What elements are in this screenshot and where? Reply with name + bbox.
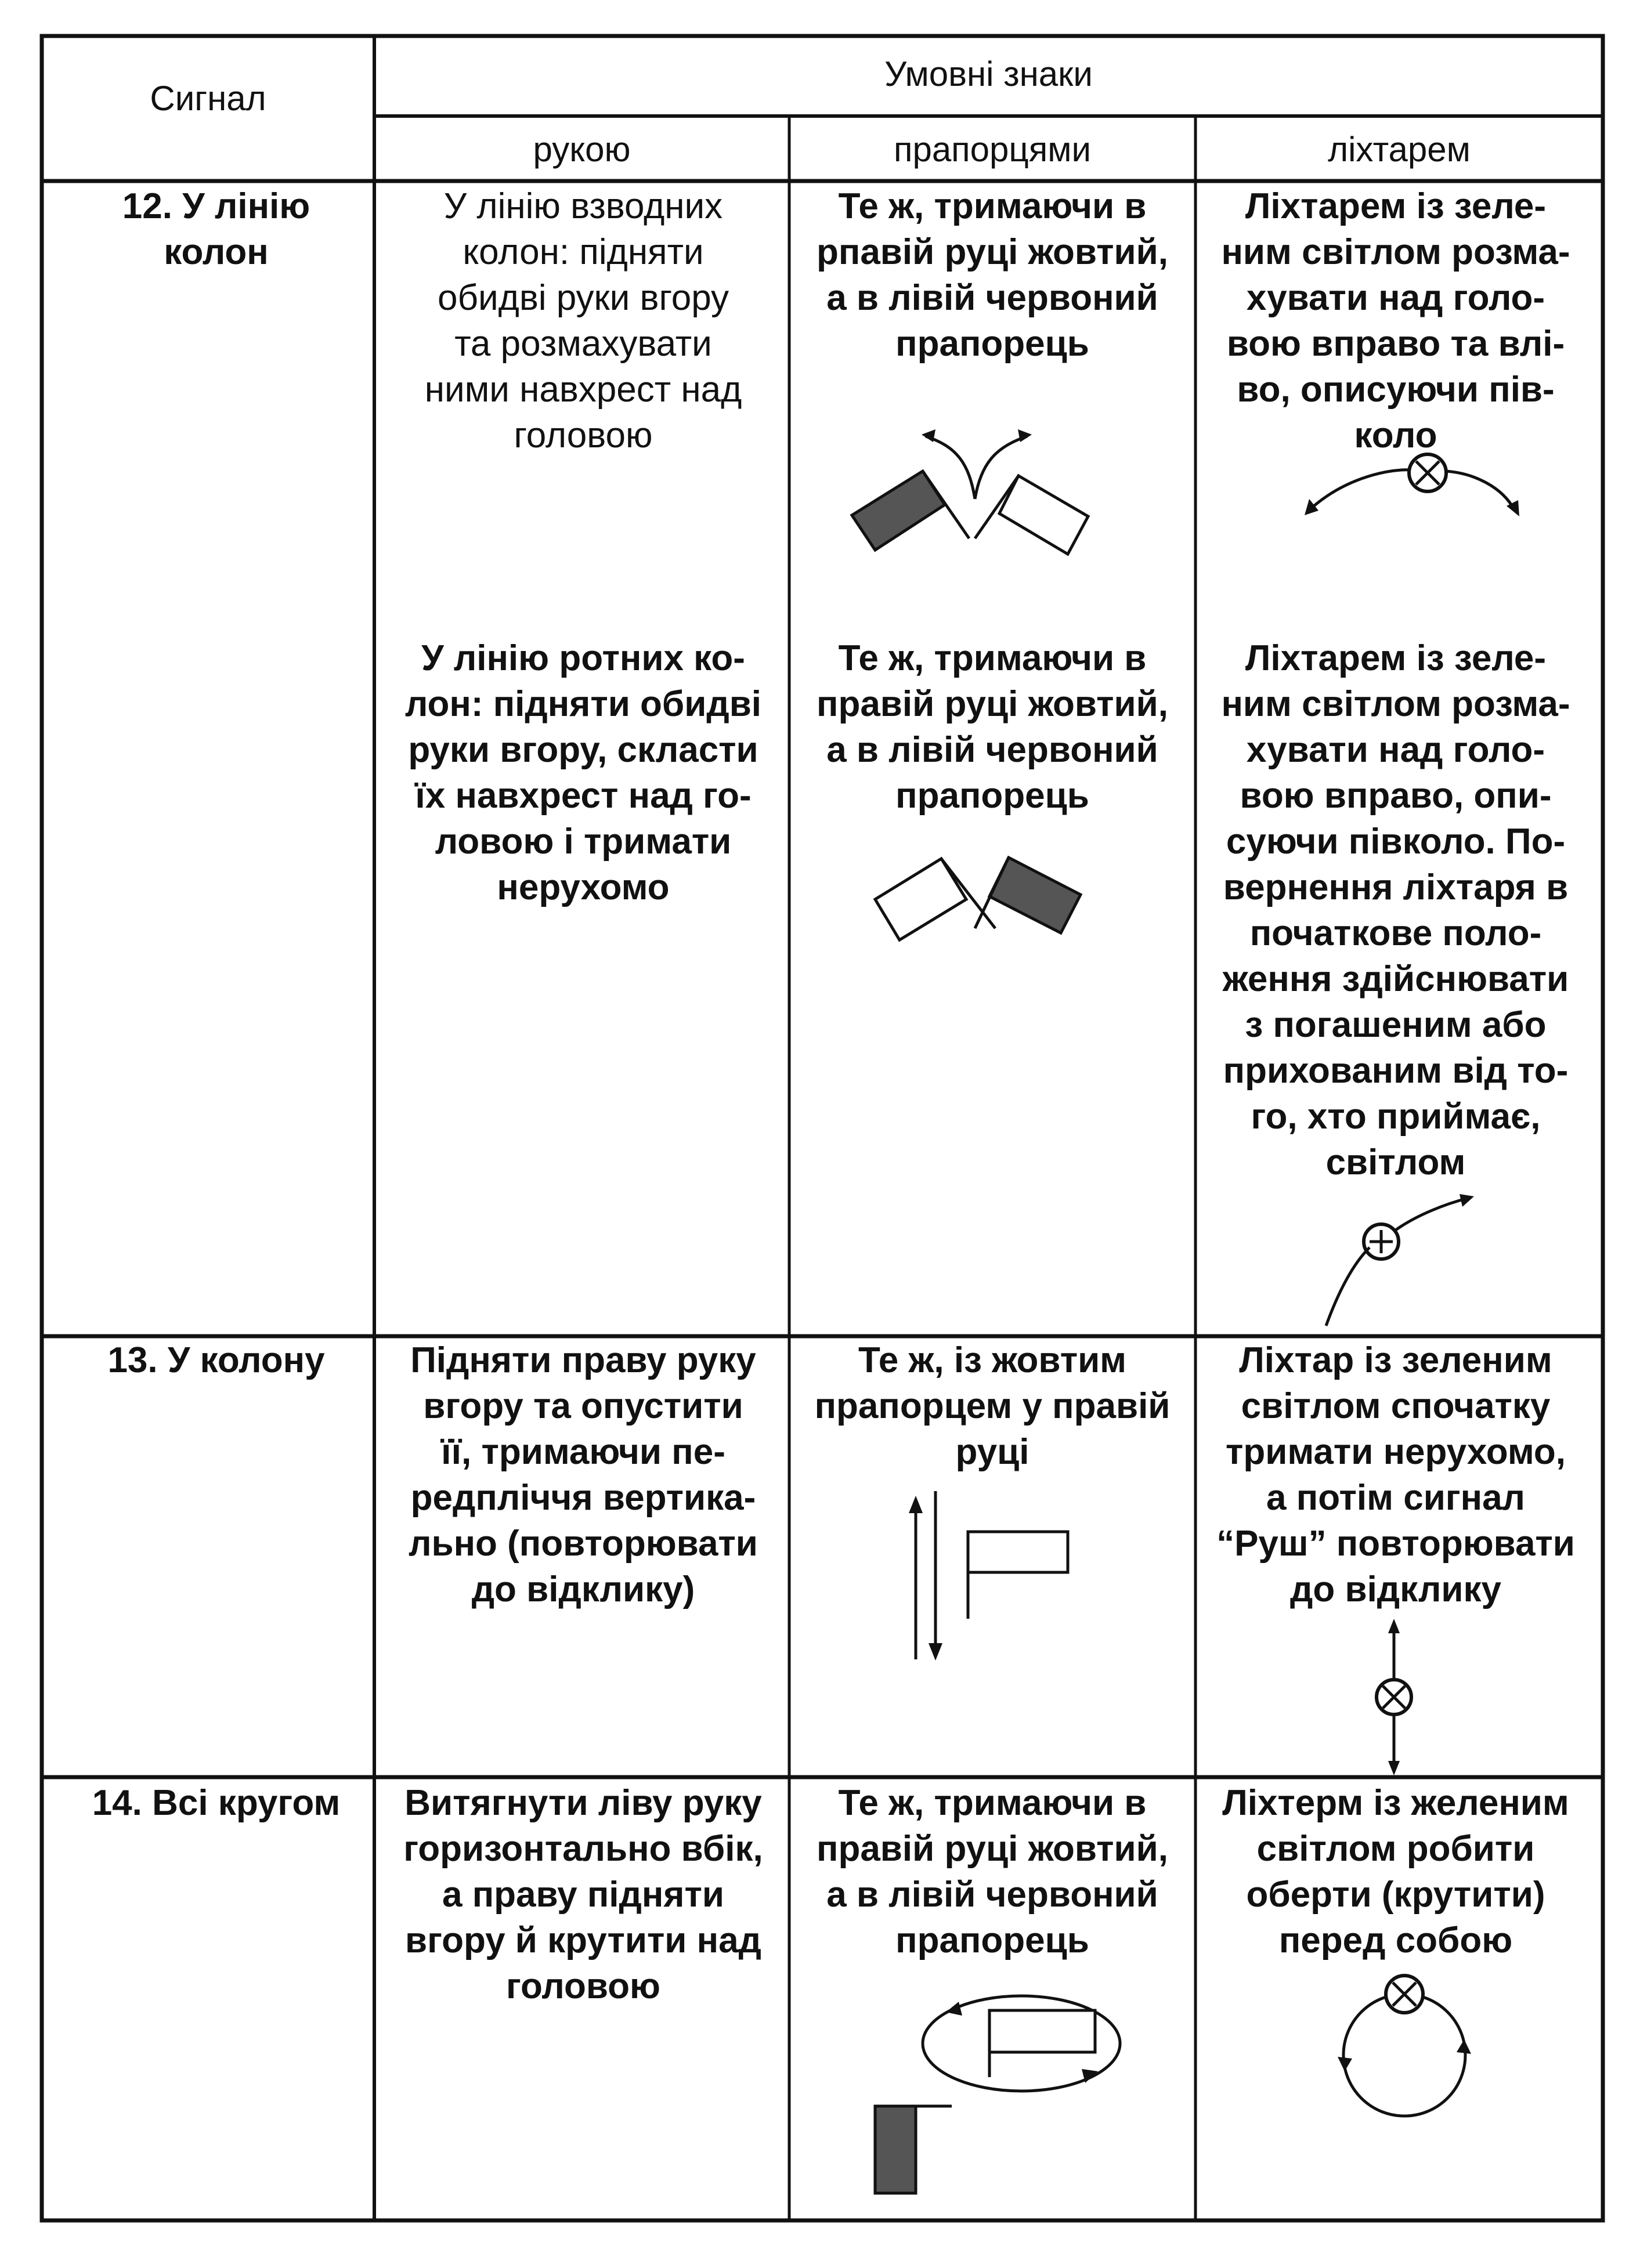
- flags-wave-icon: [852, 429, 1088, 554]
- text-line: до відклику): [471, 1569, 695, 1609]
- text-line: Ліхтерм із желеним: [1222, 1783, 1569, 1823]
- text-line: Те ж, тримаючи в: [838, 638, 1147, 678]
- flags-crossed-icon: [875, 858, 1081, 940]
- row12-lantern-b: [1198, 635, 1593, 1185]
- text-line: її, тримаючи пе-: [441, 1432, 725, 1472]
- row14-flags: [792, 1780, 1193, 1963]
- text-line: вою вправо та влі-: [1226, 324, 1565, 364]
- text-line: ним світлом розма-: [1221, 684, 1570, 724]
- text-line: ним світлом розма-: [1221, 232, 1570, 272]
- flag-rotate-icon: [875, 1996, 1120, 2193]
- text-line: перед собою: [1278, 1920, 1513, 1960]
- text-line: суючи півколо. По-: [1226, 822, 1566, 862]
- text-line: світлом робити: [1256, 1829, 1535, 1869]
- text-line: льно (повторювати: [409, 1524, 758, 1564]
- text-line: Витягнути ліву руку: [404, 1783, 762, 1823]
- text-line: прапорець: [895, 324, 1089, 364]
- text-line: Ліхтарем із зеле-: [1245, 638, 1547, 678]
- text-line: а праву підняти: [442, 1875, 724, 1915]
- text-line: Те ж, із жовтим: [858, 1340, 1127, 1380]
- text-line: хувати над голо-: [1246, 730, 1545, 770]
- text-line: вгору та опустити: [423, 1386, 743, 1426]
- text-line: а в лівій червоний: [826, 1875, 1158, 1915]
- text-line: го, хто приймає,: [1251, 1097, 1541, 1137]
- text-line: руки вгору, скласти: [408, 730, 758, 770]
- text-line: колон: [164, 232, 269, 272]
- text-line: прапорцем у правій: [814, 1386, 1171, 1426]
- text-line: та розмахувати: [454, 324, 712, 364]
- text-line: рпавій руці жовтий,: [817, 232, 1168, 272]
- row13-flags: [792, 1337, 1193, 1475]
- row13-hand: [380, 1337, 786, 1612]
- text-line: У лінію взводних: [443, 186, 723, 226]
- header-lantern: ліхтарем: [1328, 130, 1471, 169]
- header-hand: рукою: [533, 130, 631, 169]
- text-line: ними навхрест над: [424, 370, 742, 410]
- text-line: нерухомо: [497, 867, 670, 907]
- row14-hand: [380, 1780, 786, 2009]
- flag-up-down-icon: [909, 1491, 1068, 1661]
- text-line: світлом спочатку: [1241, 1386, 1551, 1426]
- row12-hand-a: [380, 183, 786, 458]
- text-line: руці: [955, 1432, 1029, 1472]
- lantern-circle-icon: [1338, 1976, 1471, 2116]
- text-line: початкове поло-: [1249, 913, 1542, 953]
- text-line: коло: [1354, 415, 1437, 455]
- text-line: прапорець: [895, 776, 1089, 816]
- text-line: 12. У лінію: [122, 186, 310, 226]
- text-line: прихованим від то-: [1223, 1051, 1569, 1091]
- row13-lantern: [1198, 1337, 1593, 1612]
- text-line: головою: [514, 415, 653, 455]
- text-line: Те ж, тримаючи в: [838, 186, 1147, 226]
- text-line: правій руці жовтий,: [817, 684, 1168, 724]
- text-line: Ліхтарем із зеле-: [1245, 186, 1547, 226]
- text-line: вгору й крутити над: [405, 1920, 761, 1960]
- text-line: хувати над голо-: [1246, 278, 1545, 318]
- text-line: а в лівій червоний: [826, 278, 1158, 318]
- text-line: 13. У колону: [107, 1340, 325, 1380]
- text-line: світлом: [1325, 1142, 1466, 1182]
- text-line: горизонтально вбік,: [403, 1829, 763, 1869]
- text-line: ження здійснювати: [1222, 959, 1569, 999]
- text-line: У лінію ротних ко-: [421, 638, 745, 678]
- text-line: оберти (крутити): [1246, 1875, 1545, 1915]
- text-line: Те ж, тримаючи в: [838, 1783, 1147, 1823]
- text-line: колон: підняти: [463, 232, 704, 272]
- row14-lantern: [1198, 1780, 1593, 1963]
- text-line: “Руш” повторювати: [1216, 1524, 1575, 1564]
- lantern-up-down-icon: [1377, 1619, 1411, 1775]
- text-line: вою вправо, опи-: [1240, 776, 1552, 816]
- header-flags: прапорцями: [893, 130, 1092, 169]
- text-line: з погашеним або: [1245, 1005, 1547, 1045]
- row14-signal: [49, 1780, 383, 1826]
- lantern-arc-right-icon: [1326, 1194, 1474, 1326]
- row12-hand-b: [380, 635, 786, 910]
- text-line: редпліччя вертика-: [410, 1478, 756, 1518]
- row12-flags-b: [792, 635, 1193, 819]
- text-line: їх навхрест над го-: [415, 776, 752, 816]
- text-line: тримати нерухомо,: [1226, 1432, 1566, 1472]
- header-symbols: Умовні знаки: [884, 55, 1093, 93]
- text-line: а в лівій червоний: [826, 730, 1158, 770]
- text-line: вернення ліхтаря в: [1223, 867, 1569, 907]
- text-line: до відклику: [1290, 1569, 1501, 1609]
- text-line: Підняти праву руку: [410, 1340, 756, 1380]
- text-line: правій руці жовтий,: [817, 1829, 1168, 1869]
- text-line: лон: підняти обидві: [404, 684, 762, 724]
- row13-signal: [49, 1337, 383, 1383]
- text-line: а потім сигнал: [1266, 1478, 1525, 1518]
- row12-flags-a: [792, 183, 1193, 367]
- text-line: 14. Всі кругом: [92, 1783, 341, 1823]
- text-line: во, описуючи пів-: [1237, 370, 1555, 410]
- text-line: Ліхтар із зеленим: [1239, 1340, 1552, 1380]
- text-line: головою: [506, 1966, 660, 2006]
- lantern-arc-both-icon: [1305, 454, 1519, 516]
- text-line: обидві руки вгору: [438, 278, 729, 318]
- text-line: ловою і тримати: [435, 822, 732, 862]
- text-line: прапорець: [895, 1920, 1089, 1960]
- row12-signal: [49, 183, 383, 275]
- row12-lantern-a: [1198, 183, 1593, 458]
- header-signal: Сигнал: [150, 79, 266, 118]
